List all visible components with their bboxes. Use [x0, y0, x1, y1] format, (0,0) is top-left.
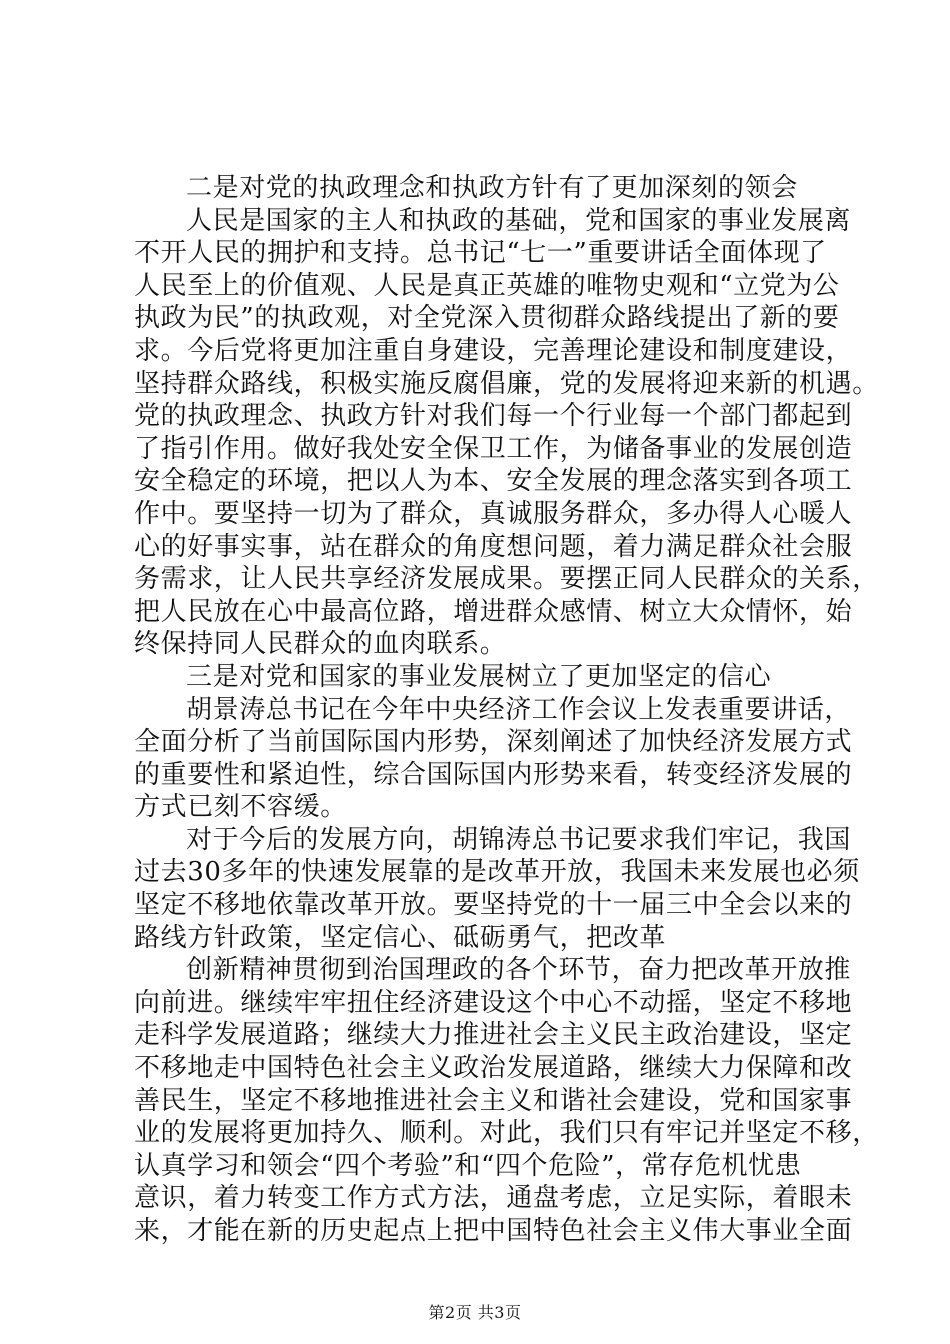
text-line: 对于今后的发展方向，胡锦涛总书记要求我们牢记，我国: [186, 824, 852, 855]
text-line: 走科学发展道路；继续大力推进社会主义民主政治建设，坚定: [134, 1020, 853, 1051]
text-line: 胡景涛总书记在今年中央经济工作会议上发表重要讲话，: [186, 694, 852, 725]
text-line: 作中。要坚持一切为了群众，真诚服务群众，多办得人心暖人: [134, 498, 853, 529]
text-line: 业的发展将更加持久、顺利。对此，我们只有牢记并坚定不移，: [134, 1118, 879, 1149]
text-line: 坚持群众路线，积极实施反腐倡廉，党的发展将迎来新的机遇。: [134, 368, 879, 399]
text-line: 人民至上的价值观、人民是真正英雄的唯物史观和“立党为公: [134, 270, 840, 301]
text-line: 心的好事实事，站在群众的角度想问题，着力满足群众社会服: [134, 531, 853, 562]
text-line: 方式已刻不容缓。: [134, 792, 347, 823]
text-line: 创新精神贯彻到治国理政的各个环节，奋力把改革开放推: [186, 955, 852, 986]
text-line: 终保持同人民群众的血肉联系。: [134, 629, 507, 660]
text-line: 路线方针政策，坚定信心、砥砺勇气，把改革: [134, 922, 667, 953]
text-line: 善民生，坚定不移地推进社会主义和谐社会建设，党和国家事: [134, 1085, 853, 1116]
text-line: 了指引作用。做好我处安全保卫工作，为储备事业的发展创造: [134, 433, 853, 464]
paragraph-heading: 二是对党的执政理念和执政方针有了更加深刻的领会: [186, 173, 798, 203]
text-line: 不开人民的拥护和支持。总书记“七一”重要讲话全面体现了: [134, 238, 827, 269]
page-number-footer: 第2页 共3页: [428, 1303, 522, 1322]
text-line: 不移地走中国特色社会主义政治发展道路，继续大力保障和改: [134, 1053, 853, 1084]
text-line: 来，才能在新的历史起点上把中国特色社会主义伟大事业全面: [134, 1216, 853, 1246]
text-line: 人民是国家的主人和执政的基础，党和国家的事业发展离: [186, 205, 852, 236]
text-line: 过去30多年的快速发展靠的是改革开放，我国未来发展也必须: [134, 857, 860, 888]
text-line: 把人民放在心中最高位路，增进群众感情、树立大众情怀，始: [134, 596, 853, 627]
text-line: 意识，着力转变工作方式方法，通盘考虑，立足实际，着眼未: [134, 1183, 853, 1214]
paragraph-heading: 三是对党和国家的事业发展树立了更加坚定的信心: [186, 661, 772, 692]
text-line: 党的执政理念、执政方针对我们每一个行业每一个部门都起到: [134, 401, 853, 432]
text-line: 务需求，让人民共享经济发展成果。要摆正同人民群众的关系，: [134, 564, 879, 595]
text-line: 执政为民”的执政观，对全党深入贯彻群众路线提出了新的要: [134, 303, 840, 334]
text-line: 安全稳定的环境，把以人为本、安全发展的理念落实到各项工: [134, 466, 853, 497]
text-line: 向前进。继续牢牢扭住经济建设这个中心不动摇，坚定不移地: [134, 987, 853, 1018]
document-body: [134, 172, 879, 1248]
text-line: 求。今后党将更加注重自身建设，完善理论建设和制度建设，: [134, 335, 853, 366]
text-line: 认真学习和领会“四个考验”和“四个危险”，常存危机忧患: [134, 1150, 802, 1181]
text-line: 坚定不移地依靠改革开放。要坚持党的十一届三中全会以来的: [134, 890, 853, 921]
text-line: 的重要性和紧迫性，综合国际国内形势来看，转变经济发展的: [134, 759, 853, 790]
text-line: 全面分析了当前国际国内形势，深刻阐述了加快经济发展方式: [134, 727, 853, 758]
